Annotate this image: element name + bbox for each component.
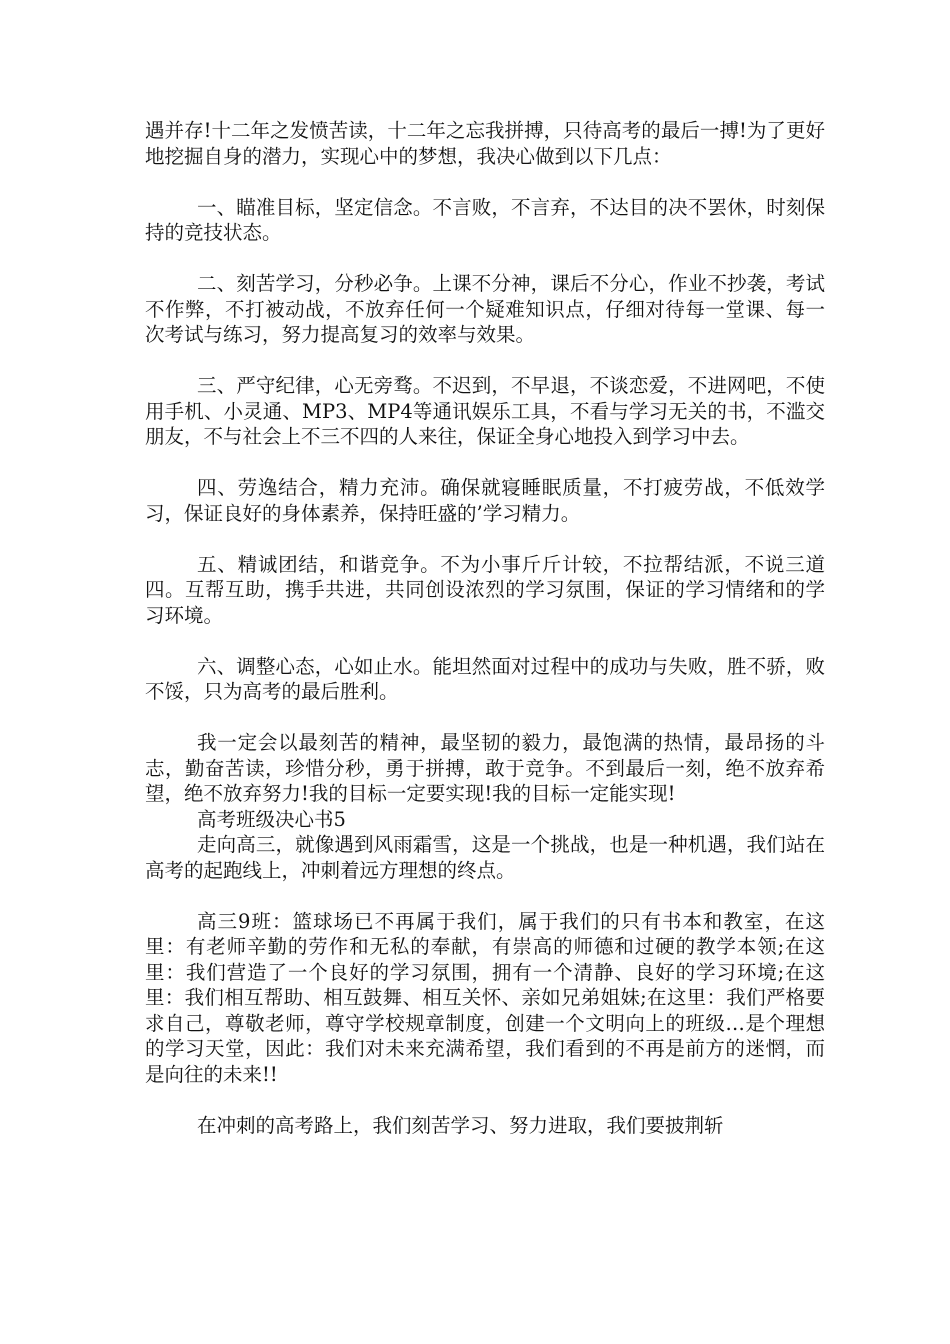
- document-body: [145, 118, 825, 1138]
- paragraph-class-9: 高三9班：篮球场已不再属于我们，属于我们的只有书本和教室，在这里：有老师辛勤的劳作和无私的奉献，有崇高的师德和过硬的教学本领;在这里：我们营造了一个良好的学习氛围，拥有一个清静、良好的学习环境;在这里：我们相互帮助、相互鼓舞、相互关怀、亲如兄弟姐妹;在这里：我们严格要求自己，尊敬老师，尊守学校规章制度，创建一个文明向上的班级…是个理想的学习天堂，因此：我们对未来充满希望，我们看到的不再是前方的迷惘，而是向往的未来!!: [145, 909, 825, 1086]
- paragraph-intro: 遇并存!十二年之发愤苦读，十二年之忘我拼搏，只待高考的最后一搏!为了更好地挖掘自身的潜力，实现心中的梦想，我决心做到以下几点：: [145, 119, 825, 168]
- section-heading: 高考班级决心书5: [197, 807, 346, 831]
- paragraph-point-5: 五、精诚团结，和谐竞争。不为小事斤斤计较，不拉帮结派，不说三道四。互帮互助，携手共进，共同创设浓烈的学习氛围，保证的学习情绪和的学习环境。: [145, 552, 825, 627]
- paragraph-point-1: 一、瞄准目标，坚定信念。不言败，不言弃，不达目的决不罢休，时刻保持的竞技状态。: [145, 195, 825, 244]
- paragraph-point-2: 二、刻苦学习，分秒必争。上课不分神，课后不分心，作业不抄袭，考试不作弊，不打被动战，不放弃任何一个疑难知识点，仔细对待每一堂课、每一次考试与练习，努力提高复习的效率与效果。: [145, 272, 825, 346]
- paragraph-pledge: 我一定会以最刻苦的精神，最坚韧的毅力，最饱满的热情，最昂扬的斗志，勤奋苦读，珍惜分秒，勇于拼搏，敢于竞争。不到最后一刻，绝不放弃希望，绝不放弃努力!我的目标一定要实现!我的目标一定能实现!: [145, 731, 825, 805]
- paragraph-point-4: 四、劳逸结合，精力充沛。确保就寝睡眠质量，不打疲劳战，不低效学习，保证良好的身体素养，保持旺盛的’学习精力。: [145, 476, 825, 525]
- paragraph-senior-year: 走向高三，就像遇到风雨霜雪，这是一个挑战，也是一种机遇，我们站在高考的起跑线上，冲刺着远方理想的终点。: [145, 833, 825, 882]
- paragraph-point-3: 三、严守纪律，心无旁骛。不迟到，不早退，不谈恋爱，不进网吧，不使用手机、小灵通、MP3、MP4等通讯娱乐工具，不看与学习无关的书，不滥交朋友，不与社会上不三不四的人来往，保证全身心地投入到学习中去。: [145, 374, 825, 448]
- paragraph-point-6: 六、调整心态，心如止水。能坦然面对过程中的成功与失败，胜不骄，败不馁，只为高考的最后胜利。: [145, 654, 825, 703]
- paragraph-sprint: 在冲刺的高考路上，我们刻苦学习、努力进取，我们要披荆斩: [197, 1113, 724, 1137]
